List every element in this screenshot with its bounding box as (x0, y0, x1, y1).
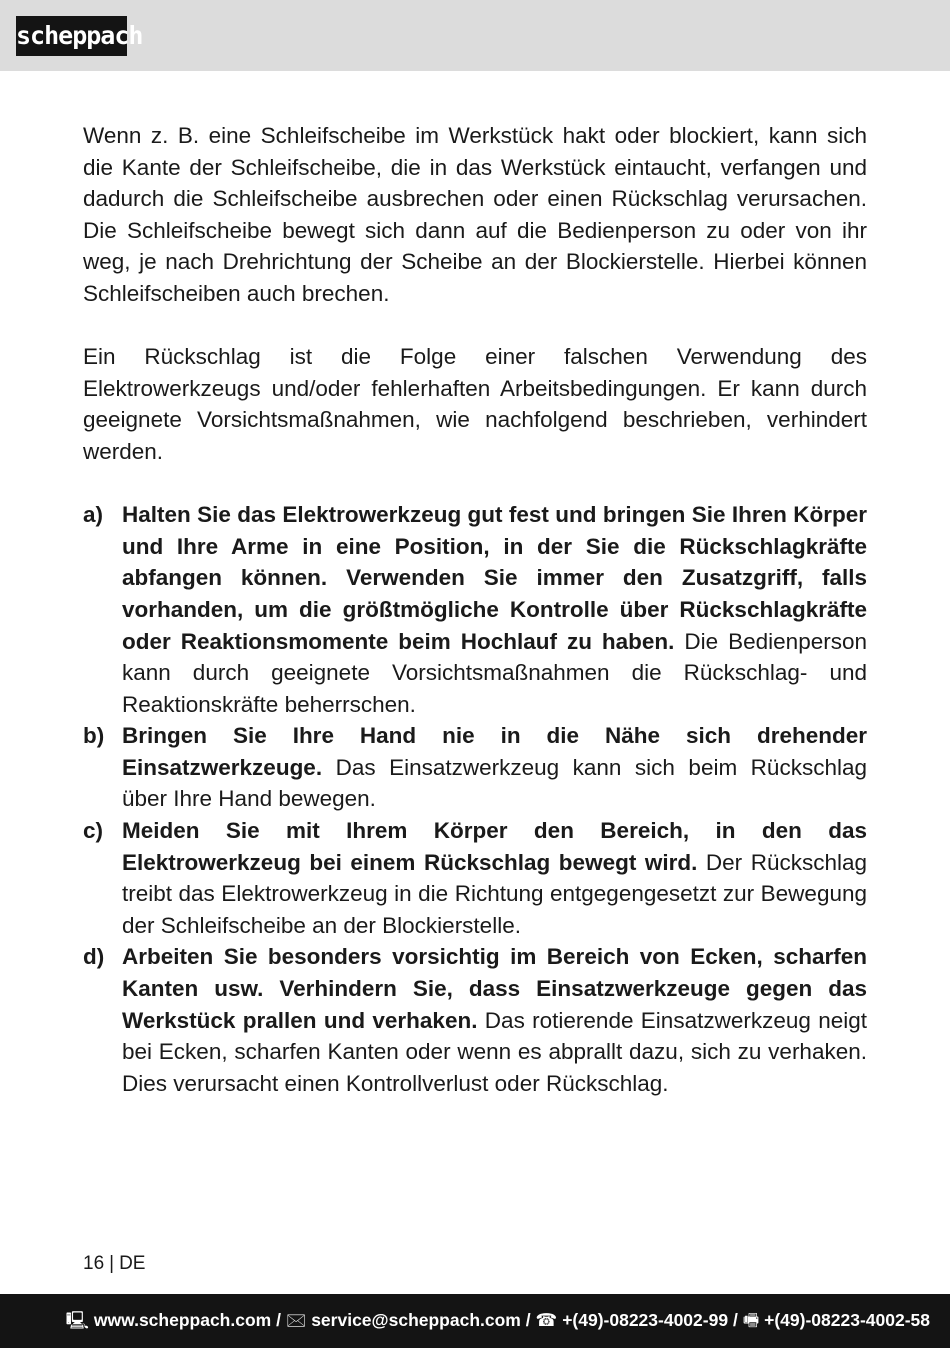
contact-line (66, 1308, 930, 1332)
separator-slash: / (276, 1310, 281, 1330)
separator-slash: / (525, 1310, 531, 1330)
phone-number[interactable]: +(49)-08223-4002-99 (562, 1310, 729, 1330)
header-bar (0, 0, 950, 71)
list-item-bold-text: Halten Sie das Elektrowerkzeug gut fest und bringen Sie Ihren Körper und Ihre Arme in eine Position, in der Sie die Rückschlagkräfte abfangen können. Verwenden Sie immer den Zusatzgriff, falls vorhanden, um die größtmögliche Kontrolle über Rückschlagkräfte oder Reaktionsmomente beim Hochlauf zu haben. (122, 502, 867, 654)
computer-icon: 🖳 (65, 1310, 90, 1330)
list-marker: c) (83, 818, 104, 844)
list-item-text: Die Bedienperson kann durch geeignete Vorsichtsmaßnahmen die Rückschlag- und Reaktionskräfte beherrschen. (122, 628, 867, 717)
fax-number: +(49)-08223-4002-58 (764, 1310, 930, 1330)
scheppach-logo: scheppach (16, 16, 127, 56)
list-item-bold-text: Meiden Sie mit Ihrem Körper den Bereich, in den das Elektrowerkzeug bei einem Rückschlag bewegt wird. (122, 818, 867, 875)
list-item-text: Der Rückschlag treibt das Elektrowerkzeug in die Richtung entgegengesetzt zur Bewegung der Schleifscheibe an der Blockierstelle. (122, 849, 867, 938)
envelope-icon: 🖂 (285, 1310, 307, 1330)
safety-instructions-list (83, 499, 867, 1099)
list-item (83, 941, 867, 1099)
list-item (83, 815, 867, 941)
manual-body (83, 120, 867, 1099)
list-item-text: Das rotierende Einsatzwerkzeug neigt bei Ecken, scharfen Kanten oder wenn es abprallt dazu, sich zu verhaken. Dies verursacht einen Kontrollverlust oder Rückschlag. (122, 1007, 868, 1096)
list-item (83, 499, 867, 720)
list-marker: a) (83, 502, 104, 528)
separator-slash: / (732, 1310, 738, 1330)
page-number-separator: | (109, 1253, 115, 1274)
list-item (83, 720, 867, 815)
paragraph: Wenn z. B. eine Schleifscheibe im Werkstück hakt oder blockiert, kann sich die Kante der Schleifscheibe, die in das Werkstück eintaucht, verfangen und dadurch die Schleifscheibe ausbrechen oder einen Rückschlag verursachen. Die Schleifscheibe bewegt sich dann auf die Bedienperson zu oder von ihr weg, je nach Drehrichtung der Scheibe an der Blockierstelle. Hierbei können Schleifscheiben auch brechen. (83, 123, 867, 306)
list-item-bold-text: Arbeiten Sie besonders vorsichtig im Bereich von Ecken, scharfen Kanten usw. Verhindern Sie, dass Einsatzwerkzeuge gegen das Werkstück prallen und verhaken. (122, 944, 867, 1033)
list-item-text: Das Einsatzwerkzeug kann sich beim Rückschlag über Ihre Hand bewegen. (122, 754, 867, 812)
fax-icon: 🖷 (742, 1310, 760, 1330)
list-marker: b) (83, 723, 105, 749)
footer-bar (0, 1294, 950, 1348)
telephone-icon: ☎ (535, 1310, 558, 1330)
paragraph: Ein Rückschlag ist die Folge einer falschen Verwendung des Elektrowerkzeugs und/oder fehlerhaften Arbeitsbedingungen. Er kann durch geeignete Vorsichtsmaßnahmen, wie nachfolgend beschrieben, verhindert werden. (83, 344, 867, 464)
language-code: DE (119, 1253, 146, 1274)
page-number (83, 1252, 145, 1276)
website-link[interactable]: www.scheppach.com (93, 1310, 272, 1330)
list-item-bold-text: Bringen Sie Ihre Hand nie in die Nähe sich drehender Einsatzwerkzeuge. (122, 723, 867, 780)
list-marker: d) (83, 944, 105, 970)
email-link[interactable]: service@scheppach.com (311, 1310, 521, 1330)
page-number-value: 16 (83, 1253, 105, 1274)
